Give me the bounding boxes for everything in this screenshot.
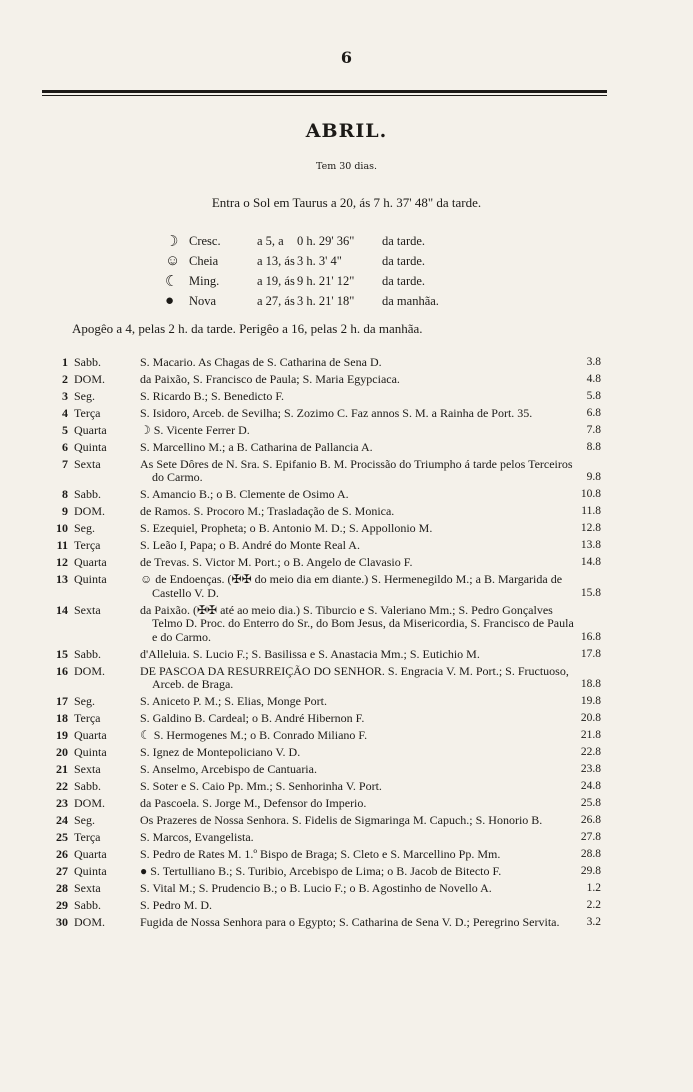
calendar-entry: [0, 797, 693, 810]
calendar-entry: [0, 407, 693, 420]
entry-text: S. Amancio B.; o B. Clemente de Osimo A.: [140, 487, 349, 502]
moon-phase-name: Cresc.: [189, 233, 221, 248]
entry-day-number: 18: [56, 711, 68, 726]
entry-text: S. Ezequiel, Propheta; o B. Antonio M. D.; S. Appollonio M.: [140, 521, 433, 536]
calendar-entry: [0, 539, 693, 552]
calendar-entry: [0, 458, 693, 485]
entry-text: ☽ S. Vicente Ferrer D.: [140, 423, 250, 437]
entry-text: d'Alleluia. S. Lucio F.; S. Basilissa e S. Anastacia Mm.; S. Eutichio M.: [140, 646, 480, 661]
entry-value: 13.8: [580, 539, 601, 552]
entry-text: S. Leão I, Papa; o B. André do Monte Real A.: [140, 538, 360, 553]
entry-day-number: 16: [56, 663, 68, 678]
entry-weekday: Sabb.: [74, 487, 101, 502]
entry-day-number: 21: [56, 762, 68, 777]
calendar-entry: [0, 831, 693, 844]
calendar-entry: [0, 780, 693, 793]
calendar-entry: [0, 604, 693, 644]
entry-weekday: Sexta: [74, 602, 101, 617]
entry-value: 14.8: [580, 556, 601, 569]
entry-text: Os Prazeres de Nossa Senhora. S. Fidelis de Sigmaringa M. Capuch.; S. Honorio B.: [140, 813, 543, 828]
entry-value: 16.8: [580, 630, 601, 643]
moon-phase-period: da tarde.: [382, 253, 426, 268]
entry-text: ● S. Tertulliano B.; S. Turibio, Arcebispo de Lima; o B. Jacob de Bitecto F.: [140, 864, 502, 879]
entry-day-number: 8: [62, 487, 68, 502]
entry-weekday: DOM.: [74, 796, 106, 811]
entry-day-number: 3: [62, 389, 68, 403]
entry-day-number: 24: [56, 813, 68, 828]
entry-text: da Paixão. (✠✠ até ao meio dia.) S. Tiburcio e S. Valeriano Mm.; S. Pedro Gonçalves Telmo D. Proc. do Enterro do Sr., do Bom Jesus, da Misericordia, S. Francisco de Paula e do Carmo.: [140, 602, 574, 644]
moon-phase-row: [165, 251, 485, 271]
moon-phase-time: 3 h. 21' 18": [297, 293, 355, 308]
calendar-entry: [0, 814, 693, 827]
entry-day-number: 28: [56, 881, 68, 896]
entry-day-number: 25: [56, 830, 68, 845]
moon-phase-time: 9 h. 21' 12": [297, 273, 355, 288]
entry-day-number: 17: [56, 694, 68, 709]
entry-weekday: DOM.: [74, 915, 106, 930]
entry-day-number: 29: [56, 898, 68, 913]
entry-value: 22.8: [580, 746, 601, 759]
entry-weekday: DOM.: [74, 372, 106, 386]
entry-text: S. Pedro de Rates M. 1.º Bispo de Braga; S. Cleto e S. Marcellino Pp. Mm.: [140, 847, 501, 862]
calendar-entry: [0, 695, 693, 708]
entry-weekday: Sabb.: [74, 779, 101, 794]
entry-value: 25.8: [580, 797, 601, 810]
entry-day-number: 30: [56, 915, 68, 930]
entry-value: 3.8: [586, 356, 601, 368]
entry-day-number: 15: [56, 646, 68, 661]
moon-phase-day: a 13, ás: [257, 253, 295, 268]
entry-text: S. Soter e S. Caio Pp. Mm.; S. Senhorinha V. Port.: [140, 779, 382, 794]
entry-weekday: Quarta: [74, 847, 107, 862]
entry-value: 28.8: [580, 848, 601, 861]
calendar-entry: [0, 712, 693, 725]
entry-text: As Sete Dôres de N. Sra. S. Epifanio B. M. Procissão do Triumpho á tarde pelos Terceiros do Carmo.: [140, 457, 573, 485]
entry-weekday: Sabb.: [74, 898, 101, 913]
moon-phase-period: da tarde.: [382, 273, 426, 288]
calendar-entry: [0, 746, 693, 759]
entry-text: S. Vital M.; S. Prudencio B.; o B. Lucio F.; o B. Agostinho de Novello A.: [140, 881, 492, 896]
days-count: Tem 30 dias.: [315, 161, 378, 172]
moon-phase-day: a 5, a: [257, 233, 284, 248]
entry-value: 8.8: [586, 441, 601, 453]
entry-text: ☾ S. Hermogenes M.; o B. Conrado Miliano F.: [140, 728, 368, 743]
entry-day-number: 4: [62, 406, 68, 420]
entry-day-number: 27: [56, 864, 68, 879]
entry-text: S. Marcellino M.; a B. Catharina de Pallancia A.: [140, 440, 373, 454]
entry-value: 2.2: [586, 899, 601, 912]
entry-day-number: 12: [56, 555, 68, 570]
entry-day-number: 6: [62, 440, 68, 454]
month-title: ABRIL.: [305, 120, 388, 142]
entry-text: S. Macario. As Chagas de S. Catharina de Sena D.: [140, 355, 382, 369]
entry-value: 19.8: [580, 695, 601, 708]
moon-phase-row: [165, 291, 485, 311]
entry-day-number: 1: [62, 355, 68, 369]
moon-phase-icon: ☽: [165, 233, 179, 250]
moon-phase-time: 3 h. 3' 4": [297, 253, 342, 268]
entry-value: 10.8: [580, 488, 601, 501]
calendar-entry: [0, 848, 693, 861]
entry-value: 15.8: [580, 586, 601, 599]
moon-phase-period: da manhãa.: [382, 293, 439, 308]
entry-value: 26.8: [580, 814, 601, 827]
calendar-entry: [0, 573, 693, 600]
moon-phase-row: [165, 231, 485, 251]
entry-day-number: 7: [62, 457, 68, 471]
calendar-entry: [0, 356, 693, 369]
entry-value: 11.8: [581, 505, 601, 518]
entry-text: S. Ignez de Montepoliciano V. D.: [140, 745, 301, 760]
entry-value: 1.2: [586, 882, 601, 895]
entry-text: S. Galdino B. Cardeal; o B. André Hibernon F.: [140, 711, 365, 726]
entry-day-number: 26: [56, 847, 68, 862]
entry-value: 18.8: [580, 678, 601, 691]
entry-day-number: 20: [56, 745, 68, 760]
calendar-entry: [0, 865, 693, 878]
moon-phase-icon: ☾: [165, 273, 179, 290]
calendar-entry: [0, 899, 693, 912]
moon-phase-day: a 19, ás: [257, 273, 295, 288]
entry-weekday: DOM.: [74, 504, 106, 519]
entry-day-number: 22: [56, 779, 68, 794]
entry-value: 20.8: [580, 712, 601, 725]
entry-weekday: Sexta: [74, 457, 101, 471]
entry-day-number: 11: [56, 538, 68, 553]
sun-entry-line: Entra o Sol em Taurus a 20, ás 7 h. 37' 48" da tarde.: [211, 195, 482, 210]
entry-weekday: Seg.: [74, 389, 95, 403]
calendar-entry: [0, 441, 693, 454]
entry-value: 12.8: [580, 522, 601, 535]
apogee-perigee-line: Apogêo a 4, pelas 2 h. da tarde. Perigêo a 16, pelas 2 h. da manhãa.: [72, 321, 423, 336]
calendar-entry: [0, 665, 693, 692]
calendar-entry: [0, 648, 693, 661]
entry-text: DE PASCOA DA RESURREIÇÃO DO SENHOR. S. Engracia V. M. Port.; S. Fructuoso, Arceb. de Braga.: [140, 663, 569, 692]
calendar-entry: [0, 763, 693, 776]
entry-weekday: Quarta: [74, 728, 107, 743]
calendar-entry: [0, 424, 693, 437]
entry-day-number: 9: [62, 504, 68, 519]
calendar-entry: [0, 916, 693, 929]
calendar-entry: [0, 522, 693, 535]
entry-day-number: 10: [56, 521, 68, 536]
entry-text: S. Isidoro, Arceb. de Sevilha; S. Zozimo C. Faz annos S. M. a Rainha de Port. 35.: [140, 406, 533, 420]
entry-day-number: 13: [56, 572, 68, 587]
entry-weekday: Quinta: [74, 440, 107, 454]
moon-phase-row: [165, 271, 485, 291]
page-number: 6: [340, 48, 353, 67]
entry-day-number: 5: [62, 423, 68, 437]
entry-weekday: Sexta: [74, 762, 101, 777]
entry-weekday: Terça: [74, 830, 101, 845]
entry-weekday: Quinta: [74, 864, 107, 879]
entry-weekday: Quarta: [74, 555, 107, 570]
entry-weekday: Seg.: [74, 694, 95, 709]
moon-phase-name: Ming.: [189, 273, 220, 288]
entry-weekday: Terça: [74, 406, 101, 420]
entry-value: 24.8: [580, 780, 601, 793]
calendar-entry: [0, 390, 693, 403]
calendar-entries: [0, 356, 693, 933]
entry-value: 6.8: [586, 407, 601, 419]
calendar-entry: [0, 882, 693, 895]
entry-text: da Pascoela. S. Jorge M., Defensor do Imperio.: [140, 796, 367, 811]
entry-text: S. Marcos, Evangelista.: [140, 830, 254, 845]
entry-day-number: 2: [62, 372, 68, 386]
entry-value: 17.8: [580, 647, 601, 660]
header-rule-thin: [42, 95, 607, 96]
entry-value: 27.8: [580, 831, 601, 844]
entry-text: da Paixão, S. Francisco de Paula; S. Maria Egypciaca.: [140, 372, 400, 386]
moon-phase-name: Nova: [189, 293, 217, 308]
entry-text: S. Aniceto P. M.; S. Elias, Monge Port.: [140, 694, 328, 709]
entry-weekday: Seg.: [74, 521, 95, 536]
entry-text: ☺ de Endoenças. (✠✠ do meio dia em diante.) S. Hermenegildo M.; a B. Margarida de Castello V. D.: [140, 572, 563, 600]
entry-weekday: Terça: [74, 711, 101, 726]
entry-weekday: Quinta: [74, 572, 107, 587]
entry-weekday: Quarta: [74, 423, 107, 437]
entry-value: 5.8: [586, 390, 601, 402]
calendar-entry: [0, 556, 693, 569]
moon-phase-name: Cheia: [189, 253, 219, 268]
calendar-entry: [0, 505, 693, 518]
entry-text: S. Ricardo B.; S. Benedicto F.: [140, 389, 285, 403]
entry-weekday: DOM.: [74, 663, 106, 678]
header-rule: [42, 90, 607, 93]
moon-phase-icon: ☺: [165, 252, 181, 269]
entry-weekday: Terça: [74, 538, 101, 553]
entry-value: 21.8: [580, 729, 601, 742]
entry-day-number: 19: [56, 728, 68, 743]
calendar-entry: [0, 373, 693, 386]
entry-text: S. Pedro M. D.: [140, 898, 213, 913]
entry-value: 23.8: [580, 763, 601, 776]
entry-value: 29.8: [580, 865, 601, 878]
moon-phase-time: 0 h. 29' 36": [297, 233, 355, 248]
moon-phase-period: da tarde.: [382, 233, 426, 248]
entry-value: 7.8: [586, 424, 601, 436]
entry-text: Fugida de Nossa Senhora para o Egypto; S. Catharina de Sena V. D.; Peregrino Servita.: [140, 915, 560, 930]
entry-value: 9.8: [586, 471, 601, 484]
entry-weekday: Seg.: [74, 813, 95, 828]
entry-weekday: Quinta: [74, 745, 107, 760]
calendar-entry: [0, 729, 693, 742]
entry-value: 3.2: [586, 916, 601, 929]
moon-phase-icon: ●: [165, 292, 175, 309]
entry-day-number: 23: [56, 796, 68, 811]
entry-text: S. Anselmo, Arcebispo de Cantuaria.: [140, 762, 317, 777]
moon-phases: [165, 231, 485, 311]
entry-value: 4.8: [586, 373, 601, 385]
entry-weekday: Sexta: [74, 881, 101, 896]
entry-day-number: 14: [56, 602, 68, 617]
moon-phase-day: a 27, ás: [257, 293, 295, 308]
entry-text: de Ramos. S. Procoro M.; Trasladação de S. Monica.: [140, 504, 395, 519]
calendar-entry: [0, 488, 693, 501]
entry-text: de Trevas. S. Victor M. Port.; o B. Angelo de Clavasio F.: [140, 555, 413, 570]
entry-weekday: Sabb.: [74, 646, 101, 661]
entry-weekday: Sabb.: [74, 355, 101, 369]
